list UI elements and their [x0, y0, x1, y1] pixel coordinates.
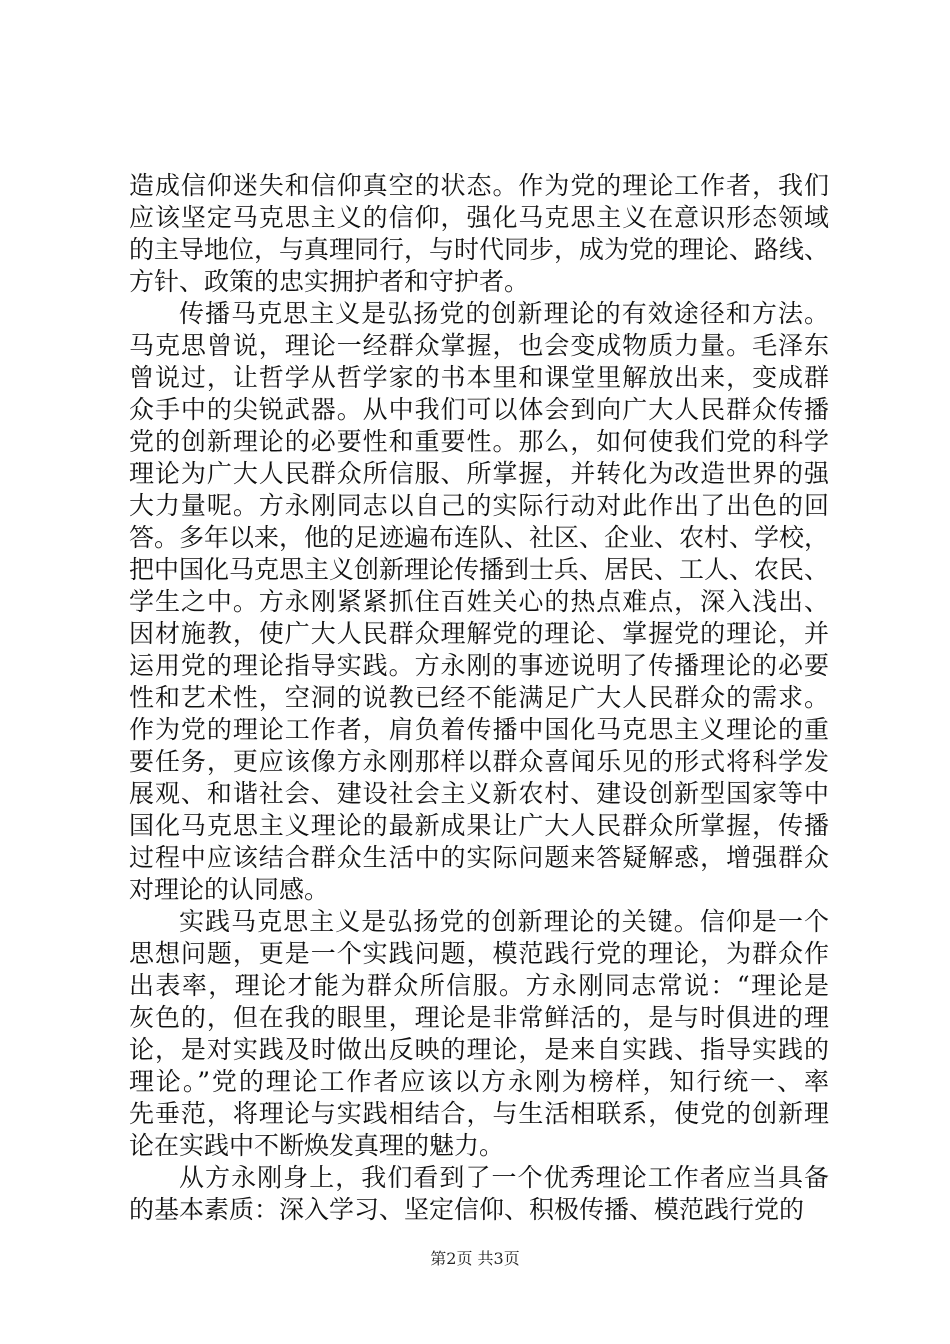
- text-line: 的基本素质：深入学习、坚定信仰、积极传播、模范践行党的: [129, 1195, 805, 1224]
- text-line: 思想问题，更是一个实践问题，模范践行党的理论，为群众作: [129, 939, 829, 968]
- text-line: 曾说过，让哲学从哲学家的书本里和课堂里解放出来，变成群: [129, 363, 829, 392]
- text-line: 传播马克思主义是弘扬党的创新理论的有效途径和方法。: [179, 299, 829, 328]
- text-line: 先垂范，将理论与实践相结合，与生活相联系，使党的创新理: [129, 1099, 829, 1128]
- text-line: 马克思曾说，理论一经群众掌握，也会变成物质力量。毛泽东: [129, 331, 829, 360]
- document-body: [129, 170, 829, 1226]
- text-line: 因材施教，使广大人民群众理解党的理论、掌握党的理论，并: [129, 619, 829, 648]
- text-line: 国化马克思主义理论的最新成果让广大人民群众所掌握，传播: [129, 811, 829, 840]
- text-line: 实践马克思主义是弘扬党的创新理论的关键。信仰是一个: [179, 907, 829, 936]
- text-line: 把中国化马克思主义创新理论传播到士兵、居民、工人、农民、: [129, 555, 830, 584]
- text-line: 众手中的尖锐武器。从中我们可以体会到向广大人民群众传播: [129, 395, 829, 424]
- paragraph: [129, 1162, 829, 1226]
- text-line: 过程中应该结合群众生活中的实际问题来答疑解惑，增强群众: [129, 843, 829, 872]
- text-line: 应该坚定马克思主义的信仰，强化马克思主义在意识形态领域: [129, 203, 829, 232]
- text-line: 造成信仰迷失和信仰真空的状态。作为党的理论工作者，我们: [129, 171, 829, 200]
- text-line: 方针、政策的忠实拥护者和守护者。: [129, 267, 530, 296]
- text-line: 的主导地位，与真理同行，与时代同步，成为党的理论、路线、: [129, 235, 830, 264]
- text-line: 论，是对实践及时做出反映的理论，是来自实践、指导实践的: [129, 1035, 829, 1064]
- text-line: 党的创新理论的必要性和重要性。那么，如何使我们党的科学: [129, 427, 829, 456]
- text-line: 对理论的认同感。: [129, 875, 330, 904]
- text-line: 学生之中。方永刚紧紧抓住百姓关心的热点难点，深入浅出、: [129, 587, 829, 616]
- text-line: 作为党的理论工作者，肩负着传播中国化马克思主义理论的重: [129, 715, 829, 744]
- paragraph: [129, 170, 829, 298]
- text-line: 展观、和谐社会、建设社会主义新农村、建设创新型国家等中: [129, 779, 829, 808]
- text-line: 理论。”党的理论工作者应该以方永刚为榜样，知行统一、率: [129, 1067, 829, 1096]
- text-line: 性和艺术性，空洞的说教已经不能满足广大人民群众的需求。: [129, 683, 829, 712]
- page-footer: 第2页 共3页: [430, 1249, 520, 1268]
- paragraph: [129, 906, 829, 1162]
- text-line: 答。多年以来，他的足迹遍布连队、社区、企业、农村、学校，: [129, 523, 830, 552]
- text-line: 从方永刚身上，我们看到了一个优秀理论工作者应当具备: [179, 1163, 829, 1192]
- text-line: 论在实践中不断焕发真理的魅力。: [129, 1131, 505, 1160]
- text-line: 灰色的，但在我的眼里，理论是非常鲜活的，是与时俱进的理: [129, 1003, 829, 1032]
- text-line: 出表率，理论才能为群众所信服。方永刚同志常说：“理论是: [129, 971, 829, 1000]
- text-line: 要任务，更应该像方永刚那样以群众喜闻乐见的形式将科学发: [129, 747, 829, 776]
- text-line: 理论为广大人民群众所信服、所掌握，并转化为改造世界的强: [129, 459, 829, 488]
- text-line: 大力量呢。方永刚同志以自己的实际行动对此作出了出色的回: [129, 491, 829, 520]
- paragraph: [129, 298, 829, 906]
- text-line: 运用党的理论指导实践。方永刚的事迹说明了传播理论的必要: [129, 651, 829, 680]
